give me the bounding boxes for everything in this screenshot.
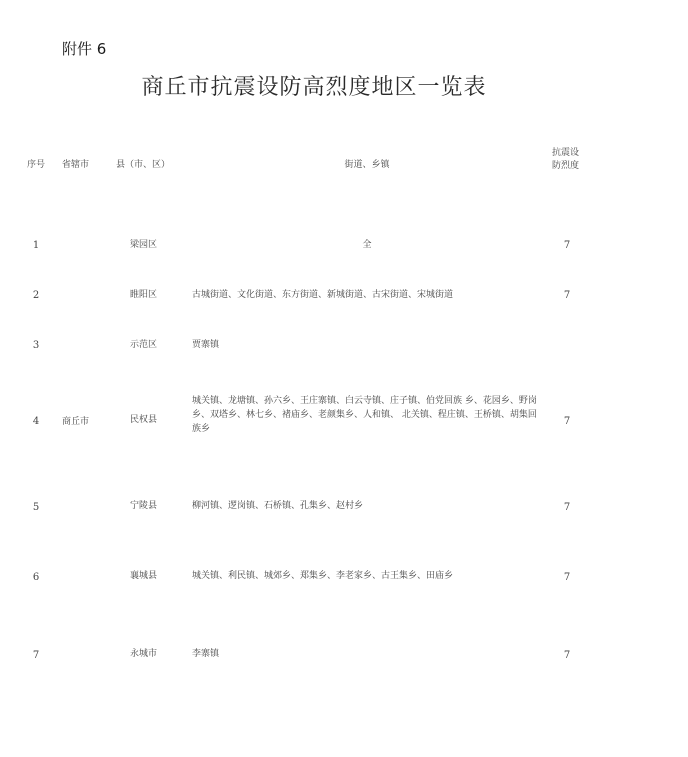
row-towns: 贾寨镇 — [192, 340, 220, 350]
header-intensity: 抗震设 防烈度 — [552, 148, 580, 171]
row-county: 睢阳区 — [130, 290, 158, 300]
row-county: 宁陵县 — [130, 501, 158, 511]
header-no: 序号 — [26, 160, 45, 170]
row-county: 民权县 — [130, 415, 158, 425]
header-city: 省辖市 — [62, 160, 90, 170]
attachment-label: 附件 6 — [62, 40, 107, 58]
row-towns: 全 — [362, 240, 372, 250]
row-no: 3 — [32, 340, 40, 351]
row-no: 2 — [32, 290, 40, 301]
row-intensity: 7 — [563, 290, 571, 301]
row-intensity: 7 — [563, 572, 571, 583]
row-no: 1 — [32, 240, 40, 251]
city-name: 商丘市 — [62, 417, 90, 427]
row-no: 6 — [32, 572, 40, 583]
row-county: 襄城县 — [130, 571, 158, 581]
row-no: 7 — [32, 650, 40, 661]
row-intensity: 7 — [563, 650, 571, 661]
row-county: 永城市 — [130, 649, 158, 659]
page-title: 商丘市抗震设防高烈度地区一览表 — [141, 75, 487, 100]
row-county: 示范区 — [130, 340, 158, 350]
row-towns: 古城街道、文化街道、东方街道、新城街道、古宋街道、宋城街道 — [192, 290, 454, 300]
row-intensity: 7 — [563, 416, 571, 427]
row-towns: 城关镇、龙塘镇、孙六乡、王庄寨镇、白云寺镇、庄子镇、伯党回族 乡、花园乡、野岗乡、双塔乡、林七乡、褚庙乡、老颜集乡、人和镇、 北关镇、程庄镇、王桥镇、胡集回族乡 — [192, 396, 537, 434]
header-county: 县（市、区） — [116, 160, 171, 170]
row-towns: 城关镇、利民镇、城郊乡、郑集乡、李老家乡、古王集乡、田庙乡 — [192, 571, 454, 581]
row-towns: 柳河镇、逻岗镇、石桥镇、孔集乡、赵村乡 — [192, 501, 364, 511]
row-no: 4 — [32, 416, 40, 427]
row-intensity: 7 — [563, 240, 571, 251]
row-towns: 李寨镇 — [192, 649, 220, 659]
row-no: 5 — [32, 502, 40, 513]
row-county: 梁园区 — [130, 240, 158, 250]
header-towns: 街道、乡镇 — [344, 160, 390, 170]
row-intensity: 7 — [563, 502, 571, 513]
